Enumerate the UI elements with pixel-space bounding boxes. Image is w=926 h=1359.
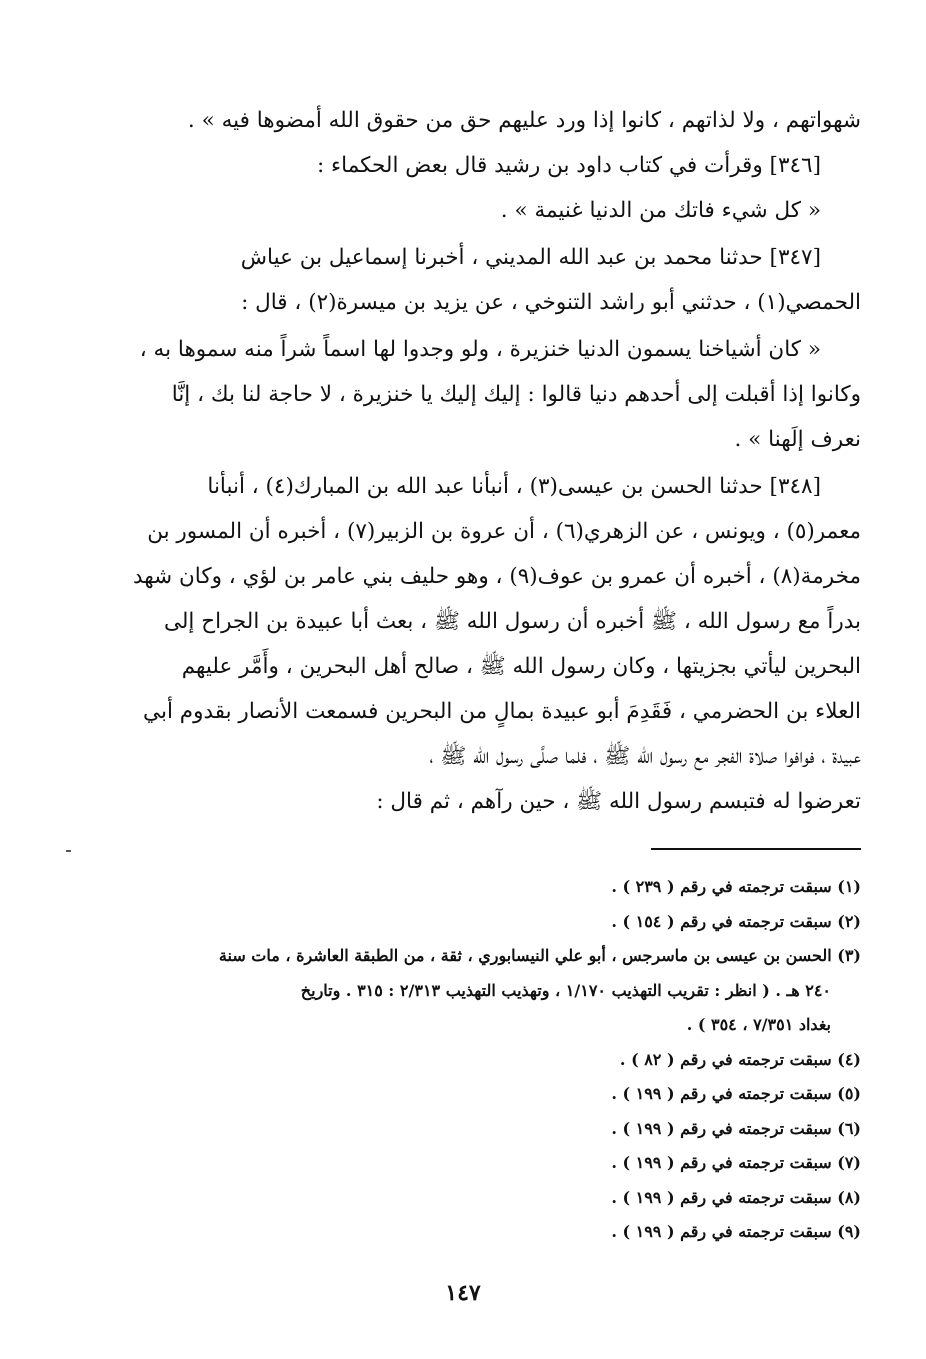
text-line: الحمصي(١) ، حدثني أبو راشد التنوخي ، عن يزيد بن ميسرة(٢) ، قال : — [241, 290, 861, 315]
text-line: معمر(٥) ، ويونس ، عن الزهري(٦) ، أن عروة بن الزبير(٧) ، أخبره أن المسور بن — [147, 519, 861, 544]
text-line: مخرمة(٨) ، أخبره أن عمرو بن عوف(٩) ، وهو حليف بني عامر بن لؤي ، وكان شهد — [132, 564, 861, 589]
text-line: [٣٤٧] حدثنا محمد بن عبد الله المديني ، أخبرنا إسماعيل بن عياش — [240, 245, 821, 270]
text-line: البحرين ليأتي بجزيتها ، وكان رسول الله ﷺ ، صالح أهل البحرين ، وأَمَّر عليهم — [181, 654, 861, 679]
text-line: « كان أشياخنا يسمون الدنيا خنزيرة ، ولو وجدوا لها اسماً شراً منه سموها به ، — [139, 337, 821, 362]
text-line: بدراً مع رسول الله ، ﷺ أخبره أن رسول الله ﷺ ، بعث أبا عبيدة بن الجراح إلى — [163, 609, 861, 634]
text-line: [٣٤٨] حدثنا الحسن بن عيسى(٣) ، أنبأنا عبد الله بن المبارك(٤) ، أنبأنا — [207, 474, 821, 499]
text-line: تعرضوا له فتبسم رسول الله ﷺ ، حين رآهم ، ثم قال : — [376, 789, 861, 814]
footnote-line: (٤) سبقت ترجمته في رقم ( ٨٢ ) . — [619, 1049, 861, 1069]
footnote-divider — [651, 848, 861, 850]
text-line: شهواتهم ، ولا لذاتهم ، كانوا إذا ورد عليهم حق من حقوق الله أمضوها فيه » . — [187, 108, 861, 133]
footnote-line: ٢٤٠ هـ . ( انظر : تقريب التهذيب ١/١٧٠ ، وتهذيب التهذيب ٢/٣١٣ : ٣١٥ . وتاريخ — [300, 980, 831, 1000]
text-line: عبيدة ، فوافوا صلاة الفجر مع رسول الله ﷺ ، فلما صلَّى رسول الله ﷺ ، — [429, 744, 861, 769]
footnote-line: بغداد ٧/٣٥١ ، ٣٥٤ ) . — [686, 1015, 831, 1034]
footnote-line: (٣) الحسن بن عيسى بن ماسرجس ، أبو علي النيسابوري ، ثقة ، من الطبقة العاشرة ، مات سنة — [218, 946, 861, 965]
main-text — [110, 98, 861, 824]
text-line: [٣٤٦] وقرأت في كتاب داود بن رشيد قال بعض الحكماء : — [316, 153, 821, 178]
footnote-line: (٢) سبقت ترجمته في رقم ( ١٥٤ ) . — [611, 911, 861, 931]
footnote-line: (٨) سبقت ترجمته في رقم ( ١٩٩ ) . — [611, 1187, 861, 1207]
footnote-line: (٥) سبقت ترجمته في رقم ( ١٩٩ ) . — [611, 1084, 861, 1103]
footnote-line: (٩) سبقت ترجمته في رقم ( ١٩٩ ) . — [611, 1222, 861, 1241]
text-line: « كل شيء فاتك من الدنيا غنيمة » . — [500, 198, 821, 223]
text-line: وكانوا إذا أقبلت إلى أحدهم دنيا قالوا : إليك إليك يا خنزيرة ، لا حاجة لنا بك ، إنَّا — [171, 382, 861, 407]
footnote-line: (٧) سبقت ترجمته في رقم ( ١٩٩ ) . — [611, 1153, 861, 1172]
footnote-line: (٦) سبقت ترجمته في رقم ( ١٩٩ ) . — [611, 1118, 861, 1138]
footnotes — [110, 870, 861, 1250]
text-line: نعرف إلَهنا » . — [734, 427, 861, 452]
footnote-line: (١) سبقت ترجمته في رقم ( ٢٣٩ ) . — [611, 877, 861, 896]
text-line: العلاء بن الحضرمي ، فَقَدِمَ أبو عبيدة بمالٍ من البحرين فسمعت الأنصار بقدوم أبي — [143, 699, 861, 724]
page-number: ١٤٧ — [445, 1280, 481, 1306]
scan-mark — [66, 850, 71, 852]
